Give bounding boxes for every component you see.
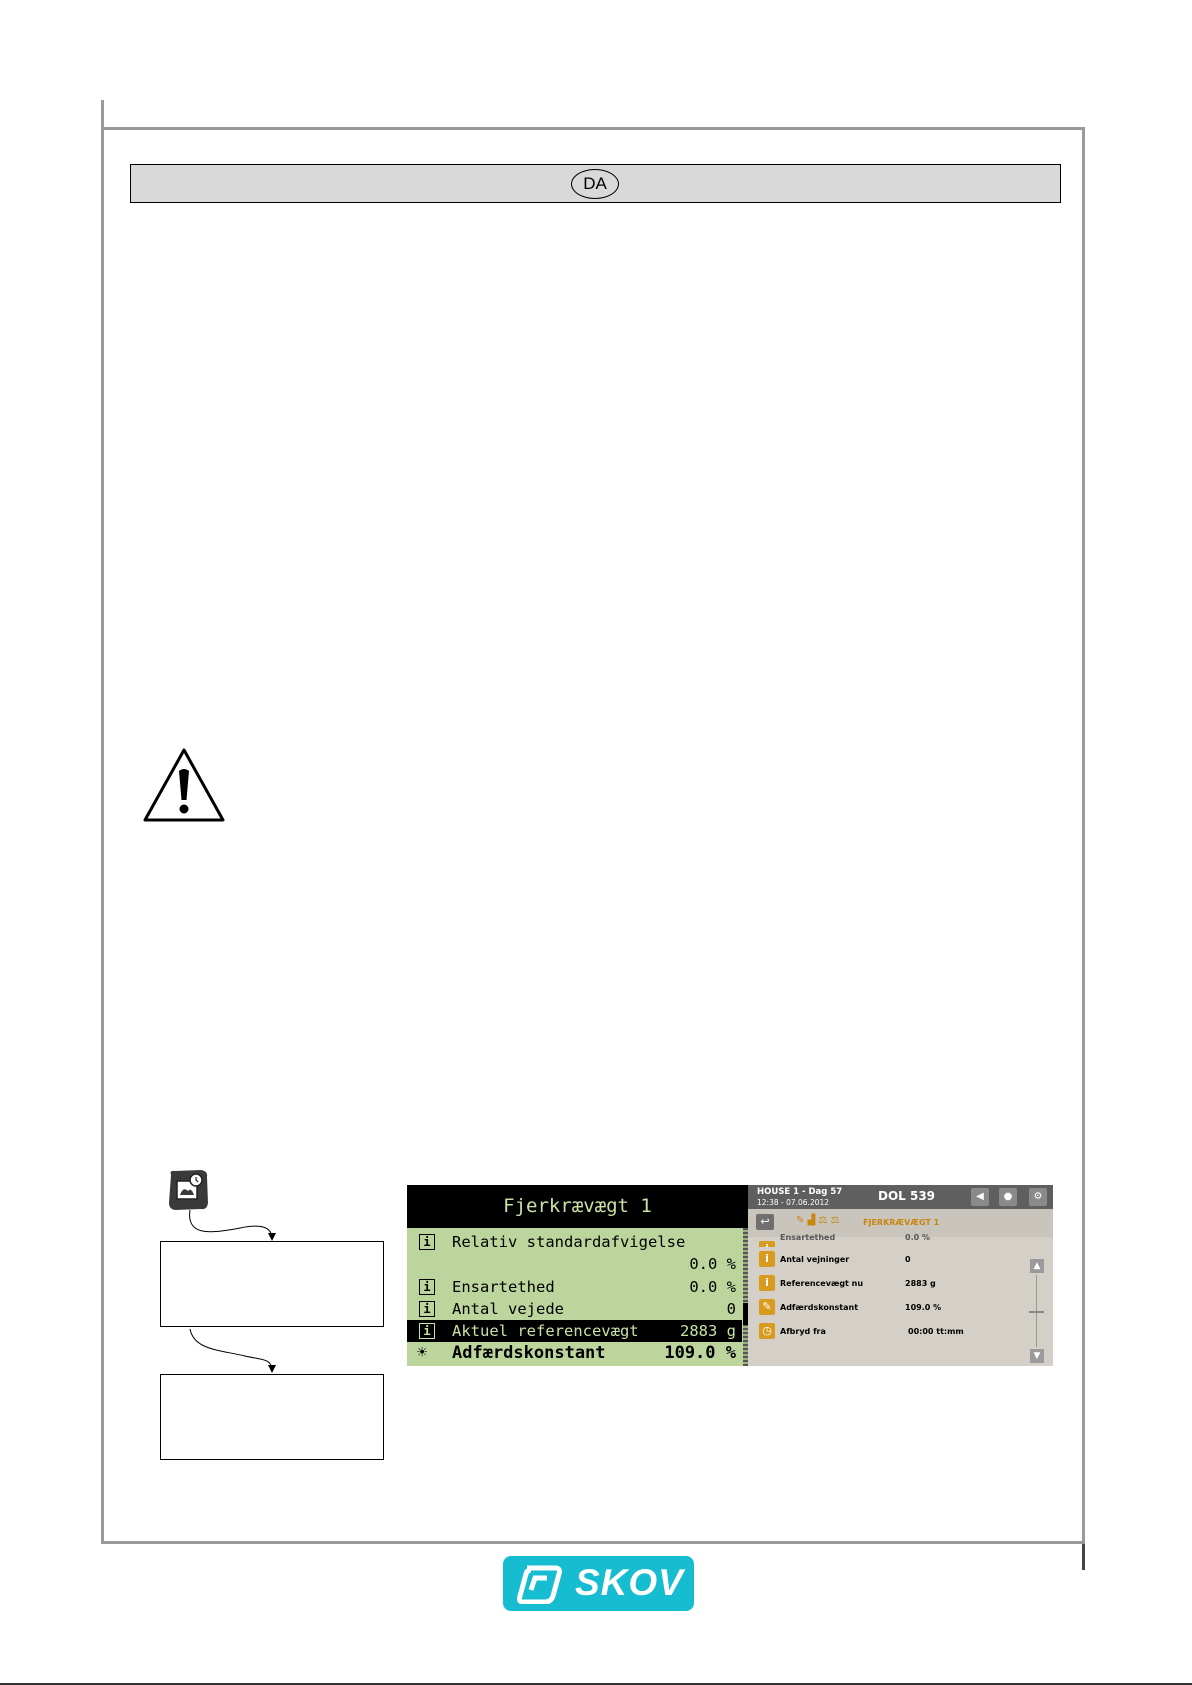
info-icon: i <box>419 1301 435 1317</box>
back-icon: ↩ <box>756 1214 774 1230</box>
clock-icon: ◷ <box>759 1323 775 1339</box>
lcd-row-label: Antal vejede <box>452 1300 564 1318</box>
touch-row-label: Afbryd fra <box>780 1327 826 1336</box>
touch-row-value: 109.0 % <box>905 1303 942 1312</box>
lcd-row-label: Ensartethed <box>452 1278 555 1296</box>
lcd-row <box>407 1231 742 1253</box>
lcd-row-label: Aktuel referencevægt <box>452 1322 639 1340</box>
touch-header <box>748 1185 1053 1209</box>
touch-row-value: 2883 g <box>905 1279 936 1288</box>
setting-icon: ☀ <box>417 1343 428 1363</box>
device-label: DOL 539 <box>878 1189 936 1203</box>
info-icon: i <box>419 1234 435 1250</box>
lcd-row <box>407 1253 742 1275</box>
touch-row-value: 0.0 % <box>905 1233 930 1242</box>
touch-row <box>748 1319 1018 1343</box>
touch-row-value: 00:00 tt:mm <box>908 1327 964 1336</box>
lcd-row-value: 2883 g <box>680 1322 736 1340</box>
info-icon: i <box>419 1323 435 1339</box>
menu-key-icon <box>165 1167 211 1213</box>
lcd-row-value: 0.0 % <box>689 1278 736 1296</box>
scroll-thumb <box>1029 1311 1044 1313</box>
page-frame-right <box>1082 127 1085 1544</box>
lcd-title: Fjerkrævægt 1 <box>407 1185 748 1228</box>
skov-logo-text: SKOV <box>575 1562 684 1603</box>
touch-row-label: Ensartethed <box>780 1233 836 1242</box>
page-frame-bottom <box>101 1541 1085 1544</box>
lcd-row-value: 109.0 % <box>664 1343 736 1363</box>
lcd-row-value: 0.0 % <box>689 1255 736 1273</box>
datetime-label: 12:38 - 07.06.2012 <box>757 1198 830 1207</box>
breadcrumb: FJERKRÆVÆGT 1 <box>863 1218 940 1227</box>
wrench-icon: ✎ <box>759 1299 775 1315</box>
skov-logo <box>503 1556 694 1611</box>
speaker-icon: ◀ <box>971 1188 989 1206</box>
lcd-row <box>407 1298 742 1320</box>
touch-row <box>748 1295 1018 1319</box>
lcd-row-label: Relativ standardafvigelse <box>452 1233 686 1251</box>
touch-row-label: Adfærdskonstant <box>780 1303 859 1312</box>
globe-icon: ● <box>999 1188 1017 1206</box>
touch-display-screenshot <box>748 1185 1053 1366</box>
page-frame-top <box>101 127 1085 130</box>
settings-icon: ⚙ <box>1029 1188 1047 1206</box>
lcd-row-label: Adfærdskonstant <box>452 1343 606 1363</box>
page-frame-tick <box>1082 1544 1085 1570</box>
touch-row <box>748 1271 1018 1295</box>
warning-icon <box>142 747 226 823</box>
flow-arrows <box>150 1210 410 1380</box>
lcd-row-value: 0 <box>726 1300 736 1318</box>
lcd-row-selected <box>407 1320 742 1342</box>
page-frame-left <box>101 100 104 1544</box>
scroll-down-icon: ▼ <box>1030 1349 1044 1363</box>
touch-row-label: Referencevægt nu <box>780 1279 864 1288</box>
breadcrumb-icons: ✎ ▟ ⚖ ⚖ <box>796 1215 840 1226</box>
house-label: HOUSE 1 - Dag 57 <box>757 1187 843 1197</box>
touch-row <box>748 1247 1018 1271</box>
lcd-row <box>407 1342 742 1364</box>
lcd-display-screenshot <box>407 1185 748 1366</box>
info-icon: i <box>419 1279 435 1295</box>
info-icon: i <box>759 1251 775 1267</box>
language-badge: DA <box>571 169 619 199</box>
lcd-row <box>407 1276 742 1298</box>
touch-row-label: Antal vejninger <box>780 1255 850 1264</box>
skov-logo-mark <box>517 1564 563 1604</box>
scroll-up-icon: ▲ <box>1030 1259 1044 1273</box>
flow-step-box <box>160 1374 384 1460</box>
touch-row-value: 0 <box>905 1255 911 1264</box>
info-icon: i <box>759 1275 775 1291</box>
